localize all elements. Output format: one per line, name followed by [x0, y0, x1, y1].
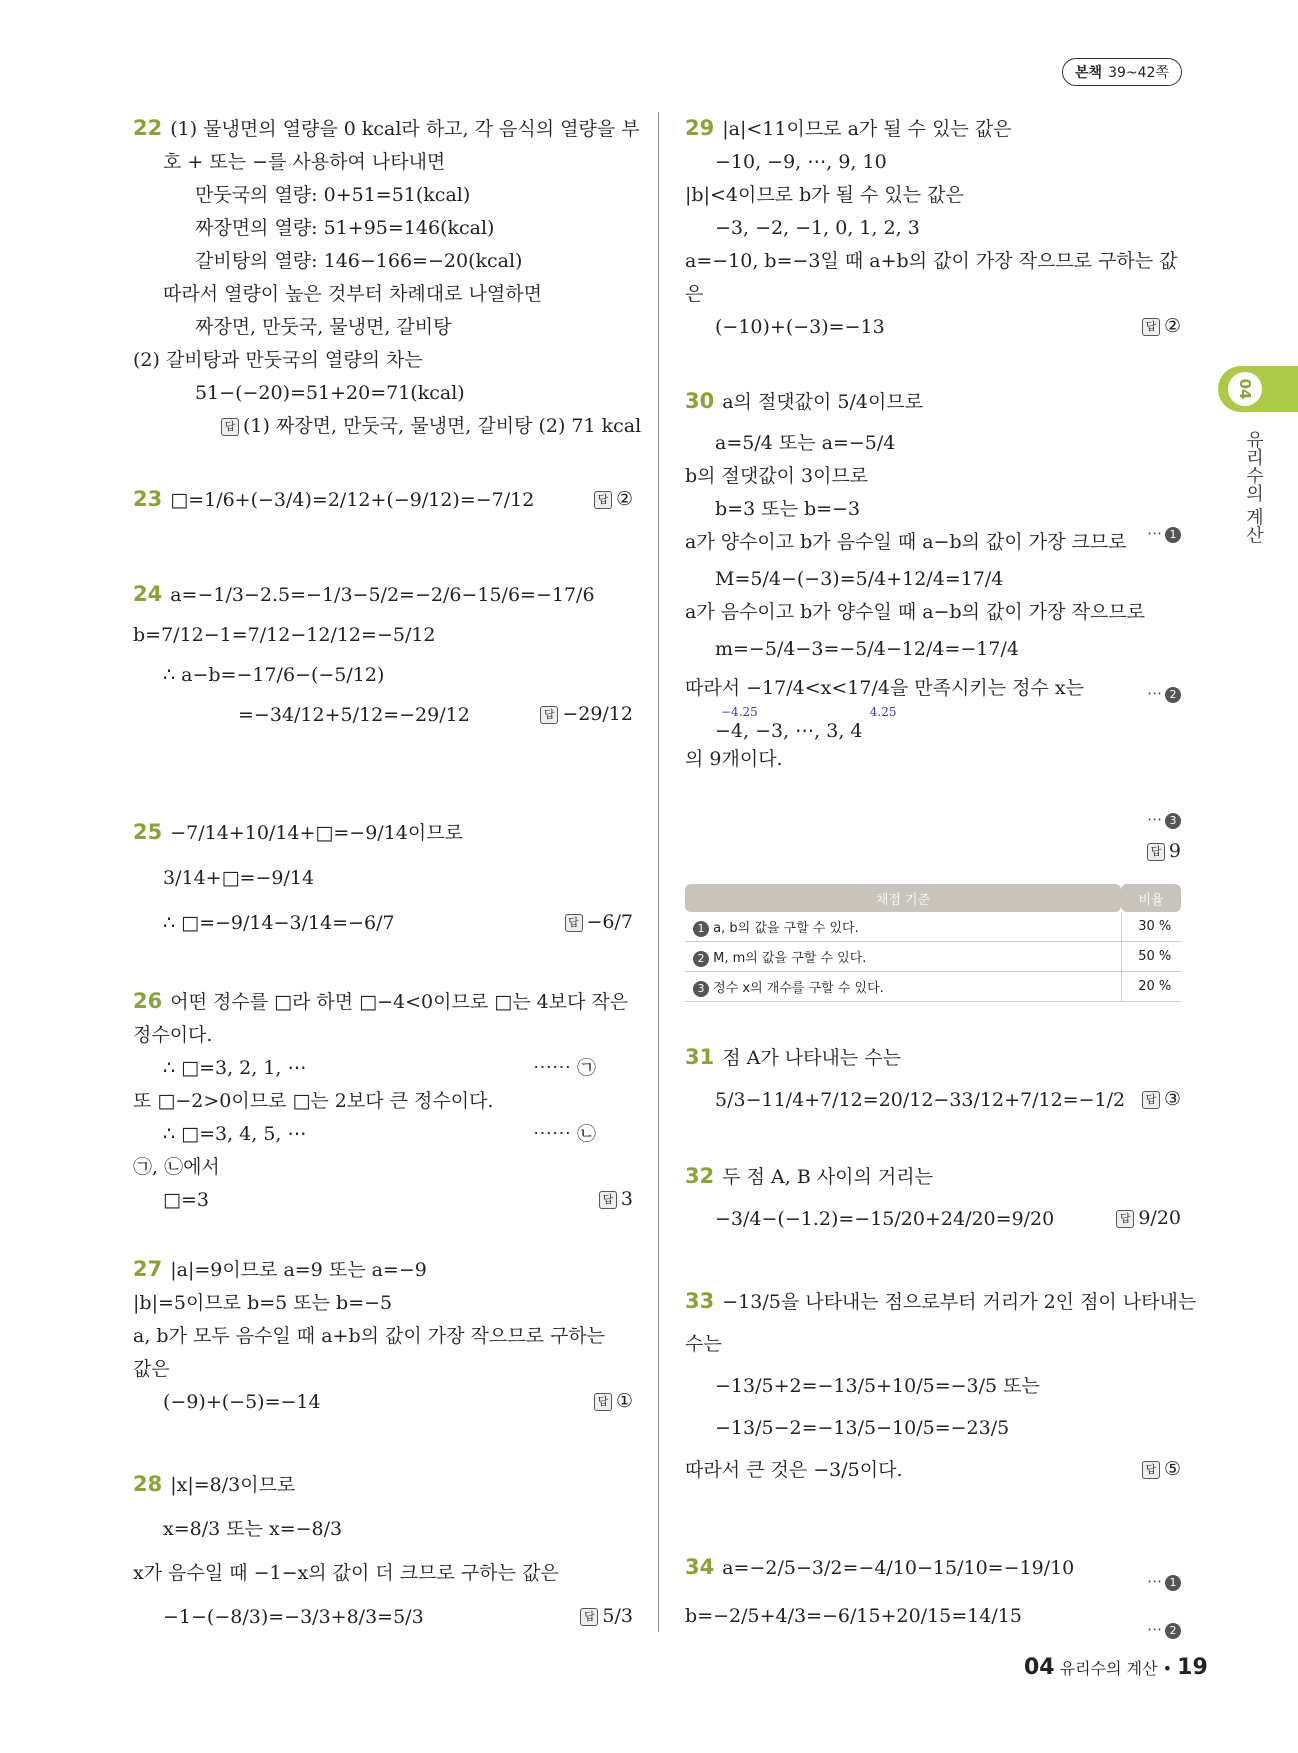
text-line: 만둣국의 열량: 0+51=51(kcal)	[195, 184, 471, 206]
page-range: 39~42쪽	[1108, 65, 1169, 81]
answer-icon: 답	[594, 1393, 612, 1411]
answer-icon: 답	[1142, 1091, 1160, 1109]
footer-bullet: •	[1162, 1659, 1173, 1678]
text-line: (−9)+(−5)=−14	[163, 1391, 321, 1413]
text-line	[133, 574, 633, 615]
text-line: □=3	[163, 1189, 209, 1211]
answer-icon: 답	[1116, 1210, 1134, 1228]
text-line: 어떤 정수를 □라 하면 □−4<0이므로 □는 4보다 작은	[170, 991, 629, 1013]
text-line: a=−2/5−3/2=−4/10−15/10=−19/10	[722, 1557, 1075, 1579]
text-line: b의 절댓값이 3이므로	[685, 465, 869, 487]
text-line: |a|=9이므로 a=9 또는 a=−9	[170, 1259, 427, 1281]
answer	[1142, 310, 1181, 343]
text-line: ②	[615, 488, 633, 510]
text-line: −29/12	[562, 703, 633, 725]
step-number-icon: 1	[1165, 527, 1181, 543]
answer-icon: 답	[565, 914, 583, 932]
footer-chapter: 04	[1024, 1655, 1055, 1680]
answer-icon: 답	[540, 706, 558, 724]
text-line: 51−(−20)=51+20=71(kcal)	[195, 382, 465, 404]
text-line: 두 점 A, B 사이의 거리는	[722, 1166, 933, 1188]
problem-number: 29	[685, 116, 715, 140]
text-line: −4.25	[721, 705, 758, 719]
answer	[580, 1594, 633, 1638]
problem-32	[685, 1155, 1181, 1240]
text-line: ⑤	[1163, 1458, 1181, 1480]
book-label: 본책	[1075, 65, 1103, 81]
footer-page-number: 19	[1177, 1655, 1208, 1680]
answer	[594, 1385, 633, 1418]
problem-30	[685, 385, 1181, 862]
text-line	[133, 1462, 633, 1507]
text-line	[685, 1280, 1197, 1323]
text-line: ③	[1163, 1088, 1181, 1110]
problem-28	[133, 1462, 633, 1639]
problem-number: 22	[133, 116, 163, 140]
text-line: x가 음수일 때 −1−x의 값이 더 크므로 구하는 값은	[133, 1562, 559, 1584]
text-line: −1−(−8/3)=−3/3+8/3=5/3	[163, 1606, 424, 1628]
text-line: −6/7	[586, 911, 633, 933]
text-line: 3	[620, 1188, 633, 1210]
text-line: 50 %	[1121, 942, 1181, 972]
text-line: ㉠, ㉡에서	[133, 1156, 220, 1178]
step-marker	[1147, 677, 1181, 710]
problem-27	[133, 1253, 633, 1419]
problem-number: 32	[685, 1164, 715, 1188]
text-line: −13/5을 나타내는 점으로부터 거리가 2인 점이 나타내는	[722, 1291, 1197, 1313]
step-number-icon: 1	[1165, 1575, 1181, 1591]
text-line: −10, −9, ⋯, 9, 10	[715, 151, 887, 173]
text-line: 정수이다.	[133, 1024, 213, 1046]
problem-number: 27	[133, 1257, 163, 1281]
answer	[594, 483, 633, 516]
text-line: 20 %	[1121, 972, 1181, 1002]
table-row	[685, 912, 1181, 942]
table-row	[685, 942, 1181, 972]
text-line: 갈비탕의 열량: 146−166=−20(kcal)	[195, 250, 523, 272]
text-line	[685, 385, 1181, 419]
text-line: a의 절댓값이 5/4이므로	[722, 391, 924, 413]
step-marker	[1147, 1605, 1181, 1653]
text-line: −13/5+2=−13/5+10/5=−3/5 또는	[715, 1375, 1040, 1397]
problem-25	[133, 810, 633, 946]
text-line: a, b의 값을 구할 수 있다.	[713, 920, 859, 936]
problem-33	[685, 1280, 1197, 1491]
text-line: −3/4−(−1.2)=−15/20+24/20=9/20	[715, 1208, 1055, 1230]
answer-icon: 답	[1142, 318, 1160, 336]
page-range-badge	[1062, 58, 1182, 86]
text-line	[685, 112, 1181, 146]
step-number-icon: 3	[1165, 813, 1181, 829]
text-line: ⋯	[1147, 810, 1161, 828]
text-line: b=7/12−1=7/12−12/12=−5/12	[133, 624, 436, 646]
text-line: ⋯⋯ ㉠	[533, 1057, 597, 1079]
text-line: 5/3	[602, 1605, 633, 1627]
text-line	[685, 972, 1121, 1002]
text-line: 5/3−11/4+7/12=20/12−33/12+7/12=−1/2	[715, 1089, 1126, 1111]
text-line	[685, 884, 1181, 912]
answer	[1142, 1078, 1181, 1120]
text-line: M, m의 값을 구할 수 있다.	[713, 950, 867, 966]
problem-22	[133, 112, 642, 443]
text-line: ⋯	[1147, 1572, 1161, 1590]
answer-icon: 답	[1147, 843, 1165, 861]
step-number-icon: 3	[693, 981, 709, 997]
step-marker	[1147, 517, 1181, 550]
text-line: 호 + 또는 −를 사용하여 나타내면	[163, 151, 446, 173]
text-line: 짜장면, 만둣국, 물냉면, 갈비탕	[195, 316, 452, 338]
text-line: −7/14+10/14+□=−9/14이므로	[170, 822, 463, 844]
text-line: a가 양수이고 b가 음수일 때 a−b의 값이 가장 크므로	[685, 531, 1127, 553]
step-marker	[1147, 803, 1181, 836]
text-line: a, b가 모두 음수일 때 a+b의 값이 가장 작으므로 구하는	[133, 1325, 606, 1347]
text-line: b=−2/5+4/3=−6/15+20/15=14/15	[685, 1605, 1022, 1627]
answer	[1116, 1197, 1181, 1239]
table-row	[685, 972, 1181, 1002]
problem-23	[133, 483, 633, 517]
answer	[540, 694, 633, 734]
problem-number: 28	[133, 1472, 163, 1496]
text-line	[133, 1052, 633, 1085]
text-line	[685, 1036, 1181, 1079]
text-line: (1) 물냉면의 열량을 0 kcal라 하고, 각 음식의 열량을 부	[170, 118, 640, 140]
answer	[599, 1183, 633, 1216]
text-line: ∴ a−b=−17/6−(−5/12)	[163, 664, 385, 686]
problem-24	[133, 574, 633, 735]
text-line: ∴ □=3, 4, 5, ⋯	[163, 1123, 307, 1145]
text-line: ⋯	[1147, 684, 1161, 702]
text-line	[133, 1253, 633, 1287]
text-line: ⋯	[1147, 1620, 1161, 1638]
text-line: 짜장면의 열량: 51+95=146(kcal)	[195, 217, 495, 239]
text-line	[685, 942, 1121, 972]
text-line	[685, 705, 1181, 719]
text-line: 30 %	[1121, 912, 1181, 942]
text-line: 점 A가 나타내는 수는	[722, 1047, 901, 1069]
text-line: 은	[685, 283, 704, 305]
answer	[1147, 835, 1181, 868]
text-line: a가 음수이고 b가 양수일 때 a−b의 값이 가장 작으므로	[685, 601, 1145, 623]
problem-number: 30	[685, 389, 715, 413]
text-line: (−10)+(−3)=−13	[715, 316, 885, 338]
text-line: a=5/4 또는 a=−5/4	[715, 432, 896, 454]
text-line	[133, 410, 642, 443]
text-line: 4.25	[869, 705, 897, 719]
text-line: −4, −3, ⋯, 3, 4	[715, 720, 863, 742]
text-line: 9/20	[1138, 1207, 1181, 1229]
text-line: 정수 x의 개수를 구할 수 있다.	[713, 980, 884, 996]
problem-number: 34	[685, 1555, 715, 1579]
text-line: 또 □−2>0이므로 □는 2보다 큰 정수이다.	[133, 1090, 494, 1112]
text-line: ①	[615, 1390, 633, 1412]
text-line: a=−10, b=−3일 때 a+b의 값이 가장 작으므로 구하는 값	[685, 250, 1178, 272]
footer-title: 유리수의 계산	[1059, 1659, 1158, 1678]
scoring-header-criteria: 채점 기준	[685, 884, 1121, 912]
text-line	[133, 810, 633, 856]
text-line: m=−5/4−3=−5/4−12/4=−17/4	[715, 638, 1019, 660]
answer	[1142, 1448, 1181, 1490]
text-line: −3, −2, −1, 0, 1, 2, 3	[715, 217, 920, 239]
problem-34	[685, 1543, 1181, 1640]
problem-number: 24	[133, 582, 163, 606]
text-line: ∴ □=−9/14−3/14=−6/7	[163, 912, 395, 934]
text-line	[685, 912, 1121, 942]
step-number-icon: 2	[693, 951, 709, 967]
text-line	[133, 985, 633, 1019]
text-line	[685, 1155, 1181, 1198]
problem-number: 25	[133, 820, 163, 844]
step-number-icon: 2	[1165, 1623, 1181, 1639]
problem-number: 31	[685, 1045, 715, 1069]
problem-26	[133, 985, 633, 1217]
text-line: a=−1/3−2.5=−1/3−5/2=−2/6−15/6=−17/6	[170, 584, 595, 606]
page-footer	[1024, 1655, 1208, 1680]
text-line	[685, 1543, 1181, 1592]
scoring-table	[685, 884, 1181, 1002]
text-line: |b|=5이므로 b=5 또는 b=−5	[133, 1292, 393, 1314]
text-line: 따라서 큰 것은 −3/5이다.	[685, 1459, 903, 1481]
problem-29	[685, 112, 1181, 344]
text-line: 의 9개이다.	[685, 748, 783, 770]
column-divider	[658, 112, 659, 1632]
problem-number: 23	[133, 487, 163, 511]
step-number-icon: 2	[1165, 687, 1181, 703]
scoring-header-ratio: 비율	[1121, 884, 1181, 912]
text-line: M=5/4−(−3)=5/4+12/4=17/4	[715, 568, 1004, 590]
text-line: ⋯⋯ ㉡	[533, 1123, 597, 1145]
text-line	[133, 112, 640, 146]
text-line: 수는	[685, 1333, 722, 1355]
text-line	[133, 483, 633, 517]
text-line: =−34/12+5/12=−29/12	[238, 704, 470, 726]
answer-icon: 답	[221, 418, 239, 436]
text-line: |x|=8/3이므로	[170, 1474, 296, 1496]
text-line: |b|<4이므로 b가 될 수 있는 값은	[685, 184, 964, 206]
text-line: b=3 또는 b=−3	[715, 498, 861, 520]
problem-number: 26	[133, 989, 163, 1013]
problem-31	[685, 1036, 1181, 1121]
text-line: −13/5−2=−13/5−10/5=−23/5	[715, 1417, 1010, 1439]
text-line: ⋯	[1147, 524, 1161, 542]
text-line: (2) 갈비탕과 만둣국의 열량의 차는	[133, 349, 423, 371]
text-line: 값은	[133, 1358, 170, 1380]
answer-icon: 답	[1142, 1461, 1160, 1479]
chapter-number: 04	[1228, 372, 1262, 406]
text-line: 따라서 열량이 높은 것부터 차례대로 나열하면	[163, 283, 542, 305]
answer	[565, 900, 634, 945]
answer-icon: 답	[599, 1191, 617, 1209]
chapter-title: 유리수의 계산	[1243, 430, 1264, 544]
answer-icon: 답	[594, 491, 612, 509]
text-line: 따라서 −17/4<x<17/4을 만족시키는 정수 x는	[685, 677, 1084, 699]
step-number-icon: 1	[693, 921, 709, 937]
text-line: ∴ □=3, 2, 1, ⋯	[163, 1057, 307, 1079]
text-line: |a|<11이므로 a가 될 수 있는 값은	[722, 118, 1012, 140]
text-line	[133, 1118, 633, 1151]
answer-icon: 답	[580, 1608, 598, 1626]
problem-number: 33	[685, 1289, 715, 1313]
step-marker	[1147, 1557, 1181, 1605]
text-line: □=1/6+(−3/4)=2/12+(−9/12)=−7/12	[170, 489, 535, 511]
text-line: x=8/3 또는 x=−8/3	[163, 1518, 343, 1540]
text-line: ②	[1163, 315, 1181, 337]
text-line: (1) 짜장면, 만둣국, 물냉면, 갈비탕 (2) 71 kcal	[243, 415, 642, 437]
text-line: 3/14+□=−9/14	[163, 867, 315, 889]
text-line: 9	[1168, 840, 1181, 862]
